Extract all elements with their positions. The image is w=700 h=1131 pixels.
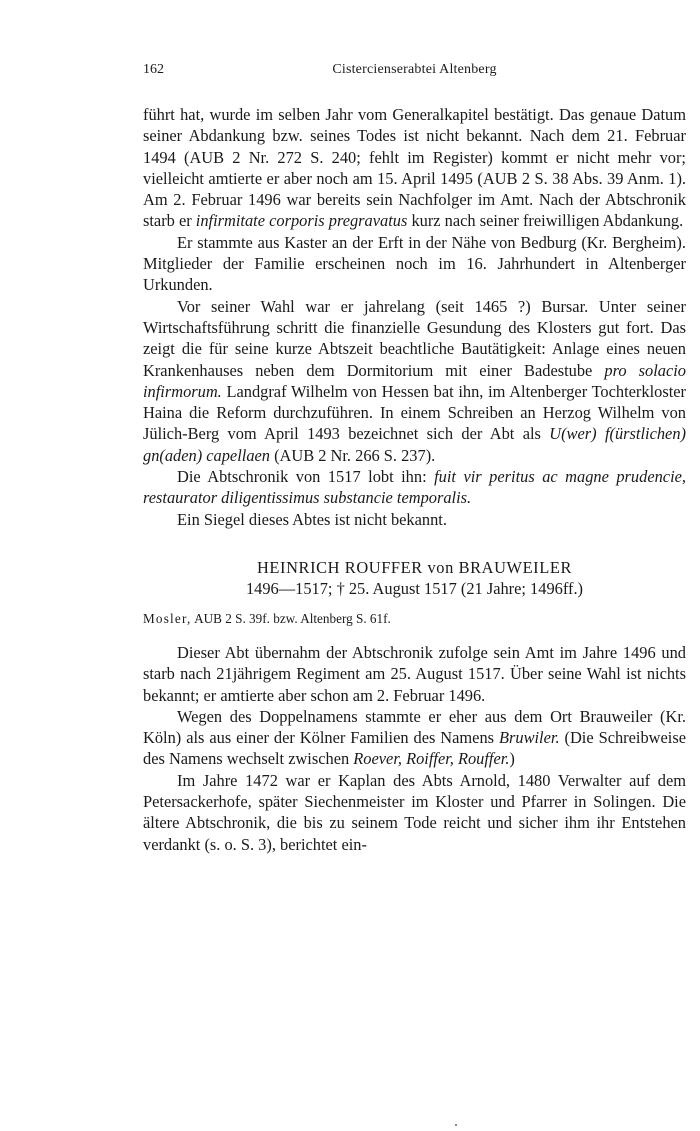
scan-speck bbox=[455, 1124, 457, 1126]
paragraph-election bbox=[143, 642, 686, 706]
paragraph-continuation bbox=[143, 104, 686, 232]
paragraph-origin bbox=[143, 232, 686, 296]
text-run: ) bbox=[509, 749, 515, 769]
abbot-name: HEINRICH ROUFFER von BRAUWEILER bbox=[257, 557, 572, 577]
book-page bbox=[143, 62, 686, 855]
text-run: Wegen des Doppelnamens stammte er eher aus dem Ort Brauweiler (Kr. Köln) als aus einer der Kölner Familien des Namens bbox=[143, 706, 686, 748]
running-title: Cistercienserabtei Altenberg bbox=[332, 62, 497, 77]
sources-line bbox=[143, 610, 686, 628]
name-variant: Bruwiler. bbox=[498, 728, 560, 748]
abbot-dates: 1496—1517; † 25. August 1517 (21 Jahre; 1496ff.) bbox=[245, 579, 584, 599]
name-variants: Roever, Roiffer, Rouffer. bbox=[353, 749, 510, 769]
latin-quote: pro solacio infirmorum. bbox=[143, 360, 686, 401]
source-author: Mosler, bbox=[143, 610, 192, 626]
running-head bbox=[143, 62, 686, 86]
text-run: (Die Schreibweise des Namens wechselt zwischen bbox=[143, 728, 686, 769]
paragraph-seal bbox=[143, 509, 686, 530]
source-reference: AUB 2 S. 39f. bzw. Altenberg S. 61f. bbox=[191, 610, 391, 626]
quote-title: U(wer) f(ürstlichen) gn(aden) capellaen bbox=[143, 424, 686, 465]
text-run: Die Abtschronik von 1517 lobt ihn: bbox=[177, 467, 435, 487]
text-run: Im Jahre 1472 war er Kaplan des Abts Arnold, 1480 Verwalter auf dem Petersackerhofe, später Siechenmeister im Kloster und Pfarrer in Solingen. Die ältere Abtschronik, die bis zu seinem Tode reicht und sicher ihm ihr Entstehen verdankt (s. o. S. 3), berichtet ein- bbox=[143, 770, 686, 854]
paragraph-chronicle bbox=[143, 466, 686, 509]
text-run: (AUB 2 Nr. 266 S. 237). bbox=[269, 445, 436, 465]
section-heading bbox=[143, 557, 686, 600]
text-run: Dieser Abt übernahm der Abtschronik zufolge sein Amt im Jahre 1496 und starb nach 21jährigem Regiment am 25. August 1517. Über seine Wahl ist nichts bekannt; er amtierte aber schon am 2. Februar 1496. bbox=[143, 642, 686, 705]
latin-quote: fuit vir peritus ac magne prudencie, restaurator diligentissimus substancie temporalis. bbox=[143, 467, 686, 508]
text-run: Landgraf Wilhelm von Hessen bat ihn, im Altenberger Tochterkloster Haina die Reform durchzuführen. In einem Schreiben an Herzog Wilhelm von Jülich-Berg vom April 1493 bezeichnet sich der Abt als bbox=[143, 381, 686, 444]
paragraph-bursar bbox=[143, 296, 686, 466]
text-run: kurz nach seiner freiwilligen Abdankung. bbox=[407, 211, 684, 231]
paragraph-career bbox=[143, 770, 686, 855]
paragraph-name bbox=[143, 706, 686, 770]
text-run: führt hat, wurde im selben Jahr vom Generalkapitel bestätigt. Das genaue Datum seiner Abdankung bzw. seines Todes ist nicht bekannt. Nach dem 21. Februar 1494 (AUB 2 Nr. 272 S. 240; fehlt im Register) kommt er nicht mehr vor; vielleicht amtierte er aber noch am 15. April 1495 (AUB 2 S. 38 Abs. 39 Anm. 1). Am 2. Februar 1496 war bereits sein Nachfolger im Amt. Nach der Abtschronik starb er bbox=[143, 105, 686, 231]
text-run: Vor seiner Wahl war er jahrelang (seit 1465 ?) Bursar. Unter seiner Wirtschaftsführung schritt die finanzielle Gesundung des Klosters gut fort. Das zeigt die für seine kurze Abtszeit beachtliche Bautätigkeit: Anlage eines neuen Krankenhauses neben dem Dormitorium mit einer Badestube bbox=[143, 296, 686, 380]
text-run: Ein Siegel dieses Abtes ist nicht bekannt. bbox=[177, 509, 447, 529]
latin-quote: infirmitate corporis pregravatus bbox=[195, 211, 408, 231]
text-run: Er stammte aus Kaster an der Erft in der Nähe von Bedburg (Kr. Bergheim). Mitglieder der Familie erscheinen noch im 16. Jahrhundert in Altenberger Urkunden. bbox=[143, 232, 686, 295]
page-number: 162 bbox=[143, 62, 164, 77]
